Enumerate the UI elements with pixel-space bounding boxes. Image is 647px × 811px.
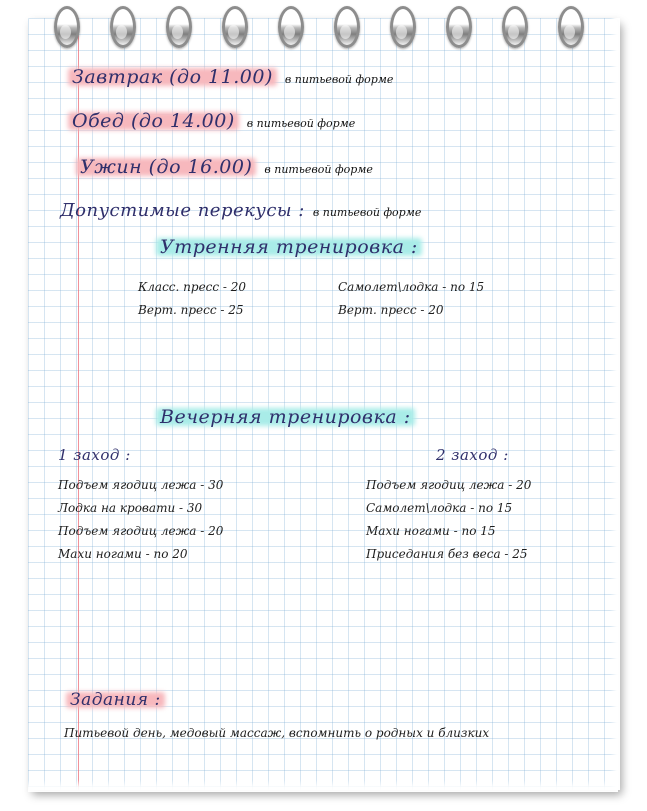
list-item: Класс. пресс - 20 [138, 280, 247, 294]
evening-set1-label-wrap [58, 446, 131, 465]
evening-set2-column [366, 474, 626, 566]
list-item: Подъем ягодиц лежа - 30 [58, 478, 224, 492]
meal-note-breakfast: в питьевой форме [284, 73, 394, 86]
morning-right-column [338, 276, 558, 322]
spiral-binding [28, 0, 628, 48]
meal-row-lunch [68, 110, 355, 132]
spiral-ring [278, 6, 304, 48]
list-item: Подъем ягодиц лежа - 20 [58, 524, 224, 538]
meal-row-breakfast [68, 66, 393, 88]
list-item: Махи ногами - по 15 [366, 524, 496, 538]
list-item: Верт. пресс - 20 [338, 303, 444, 317]
list-item: Приседания без веса - 25 [366, 547, 528, 561]
paper-sheet [28, 18, 618, 790]
tasks-text: Питьевой день, медовый массаж, вспомнить о родных и близких [64, 726, 490, 740]
evening-set1-column [58, 474, 318, 566]
spiral-ring [558, 6, 584, 48]
paper-edge-right [610, 18, 620, 790]
spiral-ring [110, 6, 136, 48]
evening-set2-label-wrap [436, 446, 509, 465]
meal-title-breakfast: Завтрак (до 11.00) [68, 66, 277, 88]
evening-set1-label: 1 заход : [58, 446, 131, 464]
evening-workout-title: Вечерняя тренировка : [156, 406, 415, 428]
snacks-note: в питьевой форме [312, 206, 422, 219]
tasks-text-wrap [64, 724, 584, 742]
meal-row-dinner [76, 156, 373, 178]
spiral-ring [166, 6, 192, 48]
list-item: Самолет\лодка - по 15 [366, 501, 513, 515]
list-item: Махи ногами - по 20 [58, 547, 188, 561]
morning-left-column [138, 276, 338, 322]
spiral-ring [390, 6, 416, 48]
spiral-ring [502, 6, 528, 48]
margin-line [78, 18, 79, 790]
meal-title-lunch: Обед (до 14.00) [68, 110, 239, 132]
meal-note-dinner: в питьевой форме [264, 163, 373, 176]
paper-edge-bottom [28, 780, 618, 792]
list-item: Самолет\лодка - по 15 [338, 280, 485, 294]
tasks-heading [66, 690, 165, 710]
list-item: Лодка на кровати - 30 [58, 501, 203, 515]
tasks-title: Задания : [66, 690, 165, 710]
list-item: Подъем ягодиц лежа - 20 [366, 478, 532, 492]
list-item: Верт. пресс - 25 [138, 303, 244, 317]
morning-workout-title: Утренняя тренировка : [156, 236, 422, 258]
meal-note-lunch: в питьевой форме [246, 117, 356, 130]
spiral-ring [334, 6, 360, 48]
spiral-ring [446, 6, 472, 48]
morning-workout-heading [156, 236, 422, 258]
meal-title-dinner: Ужин (до 16.00) [76, 156, 256, 178]
snacks-title: Допустимые перекусы : [60, 200, 305, 221]
evening-set2-label: 2 заход : [436, 446, 509, 464]
spiral-ring [54, 6, 80, 48]
evening-workout-heading [156, 406, 415, 428]
spiral-ring [222, 6, 248, 48]
snacks-row [60, 200, 421, 221]
